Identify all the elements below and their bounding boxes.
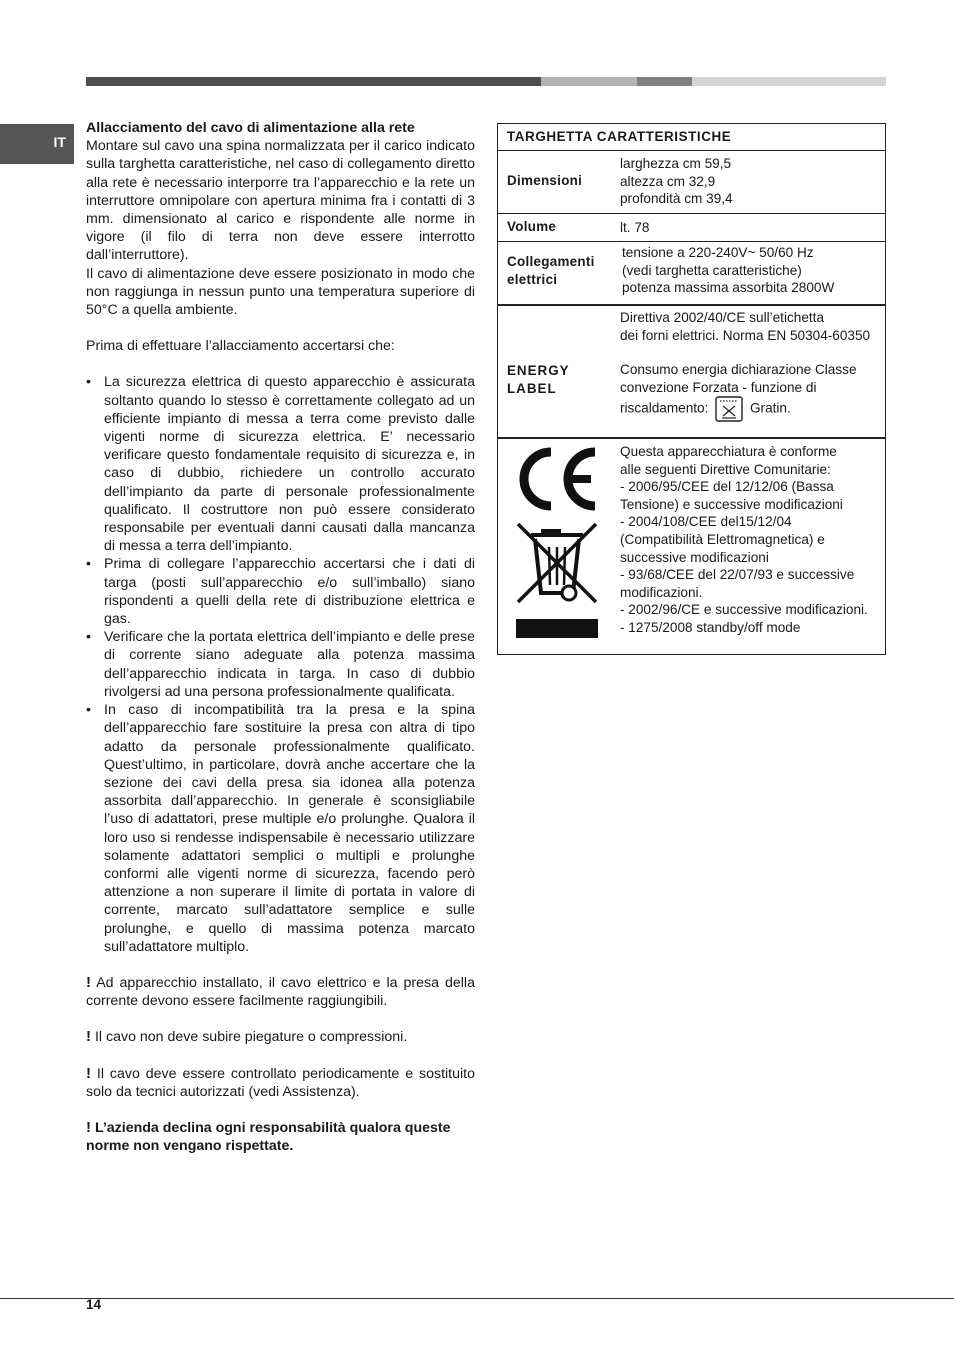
header-bar-segment [541,77,637,86]
paragraph: Il cavo di alimentazione deve essere posizionato in modo che non raggiunga in nessun punto una temperatura superiore di 50°C a quella ambiente. [86,265,475,319]
electrical-label: Collegamenti elettrici [507,254,595,287]
warning-note: ! Ad apparecchio installato, il cavo elettrico e la presa della corrente devono essere facilmente raggiungibili. [86,973,475,1010]
page-number: 14 [86,1297,102,1312]
table-title: TARGHETTA CARATTERISTICHE [507,129,732,144]
header-bar-segment [692,77,886,86]
rating-plate-table [497,123,886,655]
language-tab [0,124,74,164]
warning-mark: ! [86,973,91,991]
warning-mark: ! [86,1028,91,1046]
paragraph: Prima di effettuare l’allacciamento accertarsi che: [86,338,395,355]
warning-mark: ! [86,1064,91,1082]
header-bar-segment [637,77,692,86]
paragraph: Montare sul cavo una spina normalizzata per il carico indicato sulla targhetta caratteristiche, nel caso di collegamento diretto alla rete è necessario interporre tra l’apparecchio e la rete un interruttore omnipolare con apertura minima fra i contatti di 3 mm. dimensionato al carico e rispondente alle norme in vigore (il filo di terra non deve essere interrotto dall’interruttore). [86,138,475,264]
warning-note: ! Il cavo deve essere controllato periodicamente e sostituito solo da tecnici autorizzati (vedi Assistenza). [86,1064,475,1100]
footer-rule [0,1298,954,1299]
list-item: • Prima di collegare l’apparecchio accertarsi che i dati di targa (posti sull’apparecchio e/o sull’imballo) siano rispondenti a quelli della rete di distribuzione elettrica e gas. [86,556,475,628]
ce-mark-icon [515,446,601,512]
energy-label: ENERGY LABEL [507,363,570,396]
table-row [498,437,885,656]
table-row [498,213,885,241]
list-item: • La sicurezza elettrica di questo apparecchio è assicurata soltanto quando lo stesso è correttamente collegato ad un efficiente impianto di messa a terra come previsto dalle vigenti norme di sicurezza elettrica. E’ necessario verificare questo fondamentale requisito di sicurezza e, in caso di dubbio, richiedere un controllo accurato dell’impianto da parte di personale professionalmente qualificato. Il costruttore non può essere considerato responsabile per eventuali danni causati dalla mancanza di messa a terra dell’impianto. [86,374,475,555]
oven-grill-icon [715,396,743,422]
warning-note: ! L’azienda declina ogni responsabilità qualora queste norme non vengano rispettate. [86,1118,451,1155]
warning-note: ! Il cavo non deve subire piegature o compressioni. [86,1028,408,1046]
electrical-value: tensione a 220-240V~ 50/60 Hz (vedi targhetta caratteristiche) potenza massima assorbita 2800W [622,245,835,296]
list-item: • Verificare che la portata elettrica dell’impianto e delle prese di corrente siano adeguate alla potenza massima dell’apparecchio indicata in targa. In caso di dubbio rivolgersi ad una persona professionalmente qualificata. [86,629,475,700]
weee-black-bar [516,619,598,638]
bullet-list [86,373,475,956]
table-row [498,150,885,213]
language-label: IT [53,134,66,150]
volume-value: lt. 78 [620,220,650,235]
energy-value: Direttiva 2002/40/CE sull’etichetta dei forni elettrici. Norma EN 50304-60350 Consumo energia dichiarazione Classe convezione Forzata - funzione di riscaldamento: Gratin. [620,309,870,422]
table-row [498,304,885,439]
warning-mark: ! [86,1118,91,1136]
dimensions-label: Dimensioni [507,173,583,188]
header-bar-segment [86,77,541,86]
header-color-bar [86,77,886,86]
list-item: • In caso di incompatibilità tra la presa e la spina dell’apparecchio fare sostituire la presa con altra di tipo adatto da personale professionalmente qualificato. Quest’ultimo, in particolare, dovrà anche accertare che la sezione dei cavi della presa sia idonea alla potenza assorbita dall’apparecchio. In generale è sconsigliabile l’uso di adattatori, prese multiple e/o prolunghe. Qualora il loro uso si rendesse indispensabile è necessario utilizzare solamente adattatori semplici o multipli e prolunghe conformi alle vigenti norme di sicurezza, facendo però attenzione a non superare il limite di portata in valore di corrente, marcato sull’adattatore semplice e sulle prolunghe, e quello di massima potenza marcato sull’adattatore multiplo. [86,702,475,955]
directives-text: Questa apparecchiatura è conforme alle seguenti Direttive Comunitarie: - 2006/95/CEE del 12/12/06 (Bassa Tensione) e successive modificazioni - 2004/108/CEE del15/12/04 (Compatibilità Elettromagnetica) e successive modificazioni - 93/68/CEE del 22/07/93 e successive modificazioni. - 2002/96/CE e successive modificazioni. - 1275/2008 standby/off mode [620,444,868,635]
table-row [498,241,885,305]
volume-label: Volume [507,219,557,234]
weee-bin-icon [515,521,599,605]
table-title-row [498,124,885,150]
left-column [86,119,475,1155]
dimensions-value: larghezza cm 59,5 altezza cm 32,9 profondità cm 39,4 [620,156,733,207]
section-title: Allacciamento del cavo di alimentazione alla rete [86,120,415,136]
